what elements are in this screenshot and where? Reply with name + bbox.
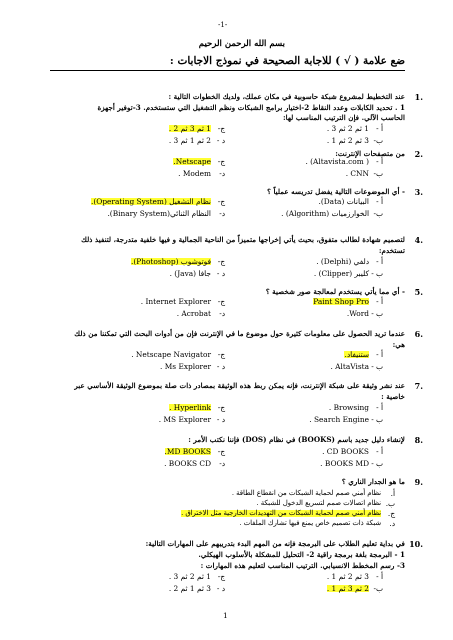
answer-option: كليبر (Clipper) . (313, 269, 369, 278)
answer-option: Search Engine . (309, 415, 369, 424)
answer-option: Acrobat . (176, 309, 211, 318)
question-text: 1 . تحديد الكابلات وعدد النقاط 2-اختيار برامج الشبكات ونظم التشغيل التي ستستخدم. 3-توفير أجهزة (97, 103, 405, 112)
question-text: ما هو الجدار الناري ؟ (341, 477, 405, 486)
question-text: عند نشر وثيقة على شبكة الإنترنت، فإنه يمكن ربط هذه الوثيقة بمصادر ذات صلة بموضوع الوثيقة الأساسي عبر (74, 381, 405, 390)
answer-option: Word. (346, 309, 369, 318)
option-label: ب - (371, 459, 383, 468)
answer-option: BOOKS CD . (164, 459, 211, 468)
answer-option: CNN . (345, 169, 369, 178)
option-label: د- (219, 169, 225, 178)
answer-option: 1 ثم 2 ثم 3 . (168, 572, 211, 581)
correct-answer-option: Hyperlink . (169, 403, 211, 412)
option-label: أ - (376, 157, 383, 166)
question-number: 1. (414, 92, 423, 102)
basmala: بسم الله الرحمن الرحيم (198, 39, 285, 49)
option-label: ج- (217, 157, 225, 166)
correct-answer-option: نظام التشغيل (Operating System). (91, 197, 211, 206)
question-number: 8. (414, 435, 423, 445)
question-text: في بداية تعليم الطلاب على البرمجة فإنه من المهم البدء بتدريبهم على المهارات التالية: (145, 539, 405, 548)
option-label: د. (389, 519, 395, 528)
answer-option: النظام الثنائي(Binary System). (107, 209, 211, 218)
question-number: 7. (414, 381, 423, 391)
question-text: الحاسب الآلي. فإن الترتيب المناسب لها: (283, 113, 405, 122)
question-text: تستخدم: (378, 246, 405, 255)
answer-option: MS Explorer . (158, 415, 211, 424)
title-underline (50, 70, 405, 71)
option-label: ب. (385, 499, 395, 508)
answer-option: 2 ثم 1 ثم 3 . (168, 136, 211, 145)
correct-answer-option: 2 ثم 3 ثم 1 . (326, 584, 369, 593)
option-label: أ - (376, 572, 383, 581)
answer-option: 1 ثم 2 ثم 3 . (326, 124, 369, 133)
answer-option: 3 ثم 1 ثم 2 . (168, 584, 211, 593)
question-number: 4. (414, 235, 423, 245)
answer-option: ( Altavista.com) . (305, 157, 369, 166)
option-label: د- (219, 209, 225, 218)
option-label: ج- (217, 447, 225, 456)
question-number: 2. (414, 149, 423, 159)
answer-option: نظام أمني صمم لحماية الشبكات من انقطاع الطاقة . (231, 489, 381, 497)
question-text: لإنشاء دليل جديد باسم (BOOKS) في نظام (DOS) فإننا نكتب الأمر : (188, 435, 405, 444)
option-label: ب - (371, 415, 383, 424)
option-label: أ - (376, 447, 383, 456)
question-number: 9. (414, 477, 423, 487)
option-label: أ. (390, 489, 395, 498)
question-text: - أي الموضوعات التالية يفضل تدريسه عملياً ؟ (267, 187, 405, 196)
question-number: 6. (414, 329, 423, 339)
option-label: ب- (373, 169, 383, 178)
correct-answer-option: Paint Shop Pro (313, 297, 369, 306)
option-label: ب- (373, 209, 383, 218)
question-number: 3. (414, 187, 423, 197)
correct-answer-option: 1 ثم 3 ثم 2 . (168, 124, 211, 133)
correct-answer-option: MD BOOKS. (164, 447, 211, 456)
question-text: من متصفحات الإنترنت: (335, 149, 405, 158)
option-label: ب - (371, 309, 383, 318)
correct-answer-option: فوتوشوب (Photoshop). (130, 257, 211, 266)
option-label: د - (216, 415, 225, 424)
top-mark: -1- (218, 21, 228, 29)
option-label: د - (216, 362, 225, 371)
option-label: د- (219, 459, 225, 468)
answer-option: شبكة ذات تصميم خاص يمنع فيها تشارك الملفات . (239, 519, 381, 527)
option-label: أ - (376, 350, 383, 359)
option-label: ج- (217, 297, 225, 306)
option-label: ج- (217, 572, 225, 581)
option-label: أ - (376, 403, 383, 412)
answer-option: دلفي (Delphi) . (316, 257, 369, 266)
option-label: ب - (371, 269, 383, 278)
option-label: د- (219, 309, 225, 318)
answer-option: BOOKS MD . (320, 459, 369, 468)
option-label: د - (216, 136, 225, 145)
answer-option: 3 ثم 2 ثم 1 . (326, 572, 369, 581)
option-label: ج- (217, 257, 225, 266)
answer-option: Browsing . (328, 403, 369, 412)
option-label: أ - (376, 124, 383, 133)
question-number: 10. (409, 539, 423, 549)
option-label: ج- (217, 403, 225, 412)
correct-answer-option: Netscape. (173, 157, 211, 166)
option-label: د - (216, 584, 225, 593)
answer-option: Netscape Navigator . (131, 350, 211, 359)
option-label: أ - (376, 297, 383, 306)
answer-option: جافا (Java) . (169, 269, 211, 278)
option-label: أ - (376, 257, 383, 266)
option-label: ج- (217, 197, 225, 206)
answer-option: Modem . (178, 169, 211, 178)
option-label: د - (216, 269, 225, 278)
instructions-title: ضع علامة ( √ ) للاجابة الصحيحة في نموذج الاجابات : (169, 55, 405, 67)
correct-answer-option: نظام أمني صمم لحماية الشبكات من التهديدات الخارجية مثل الاختراق . (181, 509, 381, 517)
page-number: 1 (223, 611, 228, 620)
option-label: ب- (373, 136, 383, 145)
correct-answer-option: ستنيفاد. (344, 350, 369, 359)
question-text: هي: (392, 340, 405, 349)
question-text: عند التخطيط لمشروع شبكة حاسوبية في مكان عملك، ولديك الخطوات التالية : (168, 92, 405, 101)
question-text: - أي مما يأتي يستخدم لمعالجة صور شخصية ؟ (265, 287, 405, 296)
question-number: 5. (414, 287, 423, 297)
option-label: ج- (217, 124, 225, 133)
question-text: لتصميم شهادة لطالب متفوق، بحيث يأتي إخراجها متميزاً من الناحية الجمالية و فيها خلفية متدرجة، لتنفيذ ذلك (81, 235, 405, 244)
option-label: ج- (217, 350, 225, 359)
option-label: ج. (387, 509, 395, 518)
option-label: ب- (373, 584, 383, 593)
answer-option: 3 ثم 2 ثم 1 . (326, 136, 369, 145)
answer-option: Internet Explorer . (140, 297, 211, 306)
option-label: ب - (371, 362, 383, 371)
question-text: خاصية : (381, 392, 405, 401)
answer-option: البيانات (Data). (318, 197, 369, 206)
option-label: أ - (376, 197, 383, 206)
question-text: 1 - البرمجة بلغة برمجة راقية 2- التحليل للمشكلة بالأسلوب الهيكلي. (198, 550, 405, 559)
answer-option: CD BOOKS . (322, 447, 369, 456)
answer-option: Ms Explorer . (160, 362, 211, 371)
question-text: عندما تريد الحصول على معلومات كثيرة حول موضوع ما في الإنترنت فإن من أدوات البحث التي تمكننا من ذلك (74, 329, 405, 338)
question-text: 3- رسم المخطط الانسيابي. الترتيب المناسب لتعليم هذه المهارات : (200, 561, 405, 570)
answer-option: AltaVista . (330, 362, 369, 371)
answer-option: نظام اتصالات صمم لتسريع الدخول للشبكة . (256, 499, 381, 507)
answer-option: الخوارزميات (Algorithm) . (281, 209, 369, 218)
